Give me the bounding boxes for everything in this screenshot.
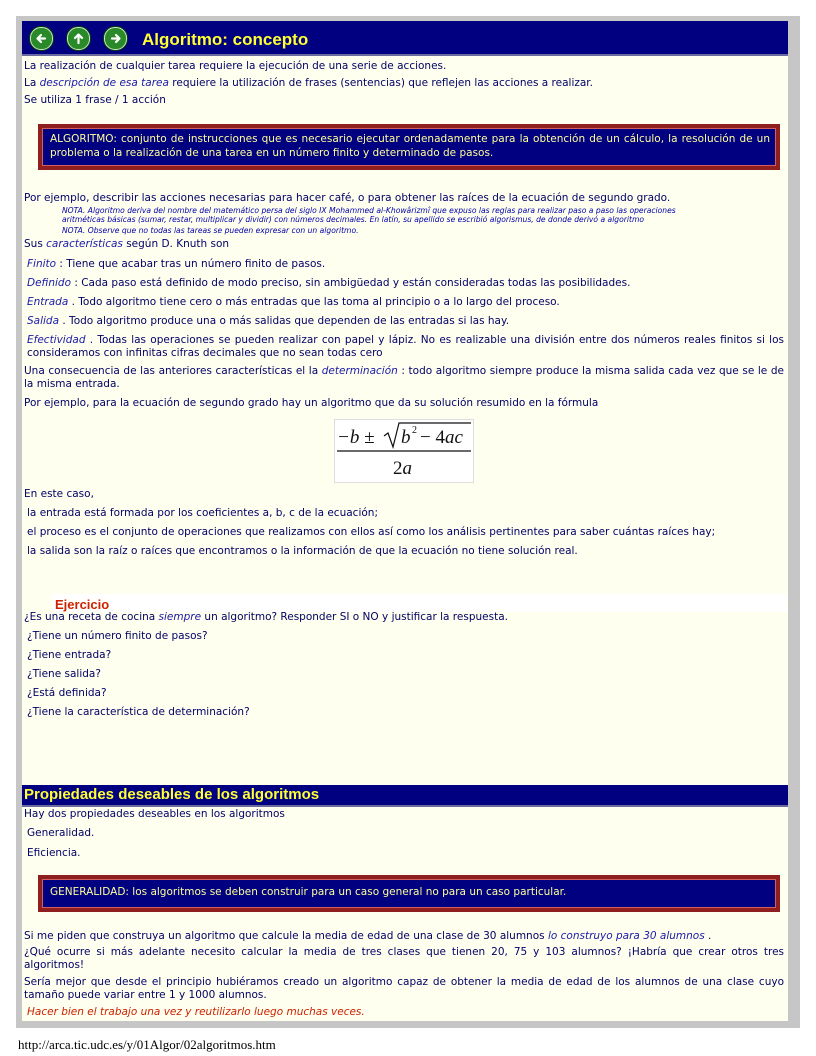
intro-line-3: Se utiliza 1 frase / 1 acción [24, 94, 166, 106]
exercise-header [52, 594, 787, 612]
case-title: En este caso, [24, 488, 94, 500]
definition-text: ALGORITMO: conjunto de instrucciones que es necesario ejecutar ordenadamente para la obtención de un cálculo, la resolución de un problema o la realización de una tarea en un número finito y determinado de pasos. [50, 133, 770, 159]
definition-box [38, 124, 780, 170]
intro-line-1: La realización de cualquier tarea requiere la ejecución de una serie de acciones. [24, 60, 447, 72]
section-title-bar [22, 785, 788, 807]
up-arrow-icon[interactable] [67, 27, 90, 50]
note-1-line-1: NOTA. Algoritmo deriva del nombre del matemático persa del siglo IX Mohammed al-Khowârizmî que expuso las reglas para realizar paso a paso las operaciones [62, 206, 676, 215]
exercise-item: ¿Tiene entrada? [27, 649, 112, 661]
motto-text: Hacer bien el trabajo una vez y reutilizarlo luego muchas veces. [27, 1006, 365, 1018]
example-text: Por ejemplo, describir las acciones necesarias para hacer café, o para obtener las raíces de la ecuación de segundo grado. [24, 192, 671, 204]
svg-text:b: b [401, 427, 411, 448]
case-line-entrada: la entrada está formada por los coeficientes a, b, c de la ecuación; [27, 507, 378, 519]
svg-text:2: 2 [412, 425, 417, 436]
section2-paragraph-1: Si me piden que construya un algoritmo que calcule la media de edad de una clase de 30 alumnos lo construyo para 30 alumnos . [24, 930, 712, 942]
quadratic-text: Por ejemplo, para la ecuación de segundo grado hay un algoritmo que da su solución resumido en la fórmula [24, 397, 599, 409]
characteristic-finito: Finito : Tiene que acabar tras un número finito de pasos. [27, 258, 326, 270]
section2-paragraph-2: ¿Qué ocurre si más adelante necesito calcular la media de tres clases que tienen 20, 75 y 103 alumnos? ¡Habría que crear otros tres algoritmos! [24, 946, 784, 971]
characteristic-definido: Definido : Cada paso está definido de modo preciso, sin ambigüedad y están consideradas todas las posibilidades. [27, 277, 631, 289]
note-1-line-2: aritméticas básicas (sumar, restar, multiplicar y dividir) con números decimales. En latín, su apellido se escribió algorismus, de donde derivó a algoritmo [62, 215, 645, 224]
page-title: Algoritmo: concepto [142, 30, 309, 49]
exercise-label: Ejercicio [55, 597, 110, 612]
section2-paragraph-3: Sería mejor que desde el principio hubiéramos creado un algoritmo capaz de obtener la media de edad de los alumnos de una clase cuyo tamaño puede variar entre 1 y 1000 alumnos. [24, 976, 784, 1001]
section2-intro: Hay dos propiedades deseables en los algoritmos [24, 808, 285, 820]
determinacion-text: Una consecuencia de las anteriores características el la determinación : todo algoritmo siempre produce la misma salida cada vez que se le de la misma entrada. [24, 365, 784, 390]
exercise-question: ¿Es una receta de cocina siempre un algoritmo? Responder SI o NO y justificar la respuesta. [24, 611, 508, 623]
characteristics-intro: Sus características según D. Knuth son [24, 238, 230, 250]
generalidad-box [38, 875, 780, 912]
quadratic-formula [334, 419, 474, 483]
svg-text:2a: 2a [393, 458, 412, 479]
section-title: Propiedades deseables de los algoritmos [24, 786, 320, 803]
exercise-item: ¿Está definida? [27, 687, 107, 699]
characteristic-salida: Salida . Todo algoritmo produce una o más salidas que dependen de las entradas si las hay. [27, 315, 510, 327]
svg-text:− 4ac: − 4ac [420, 427, 463, 448]
exercise-item: ¿Tiene la característica de determinación? [27, 706, 250, 718]
case-line-salida: la salida son la raíz o raíces que encontramos o la información de que la ecuación no tiene solución real. [27, 545, 578, 557]
exercise-item: ¿Tiene un número finito de pasos? [27, 630, 208, 642]
characteristic-efectividad: Efectividad . Todas las operaciones se pueden realizar con papel y lápiz. No es realizable una división entre dos números reales finitos si los consideramos con infinitas cifras decimales que no sean todas cero [27, 334, 784, 359]
characteristic-entrada: Entrada . Todo algoritmo tiene cero o más entradas que las toma al principio o a lo largo del proceso. [27, 296, 560, 308]
back-arrow-icon[interactable] [30, 27, 53, 50]
note-2: NOTA. Observe que no todas las tareas se pueden expresar con un algoritmo. [62, 226, 359, 235]
generalidad-text: GENERALIDAD: los algoritmos se deben construir para un caso general no para un caso particular. [50, 886, 567, 898]
intro-line-2: La descripción de esa tarea requiere la utilización de frases (sentencias) que reflejen las acciones a realizar. [24, 77, 593, 89]
forward-arrow-icon[interactable] [104, 27, 127, 50]
property-item: Eficiencia. [27, 847, 81, 859]
exercise-item: ¿Tiene salida? [27, 668, 101, 680]
page-frame [16, 16, 800, 1028]
case-line-proceso: el proceso es el conjunto de operaciones que realizamos con ellos así como los análisis pertinentes para saber cuántas raíces hay; [27, 526, 716, 538]
footer-url: http://arca.tic.udc.es/y/01Algor/02algoritmos.htm [18, 1037, 276, 1052]
title-bar [22, 21, 788, 56]
page-content [22, 21, 788, 1021]
emphasis-descripcion: descripción de esa tarea [39, 77, 169, 89]
svg-text:−b ±: −b ± [337, 427, 375, 448]
property-item: Generalidad. [27, 827, 95, 839]
